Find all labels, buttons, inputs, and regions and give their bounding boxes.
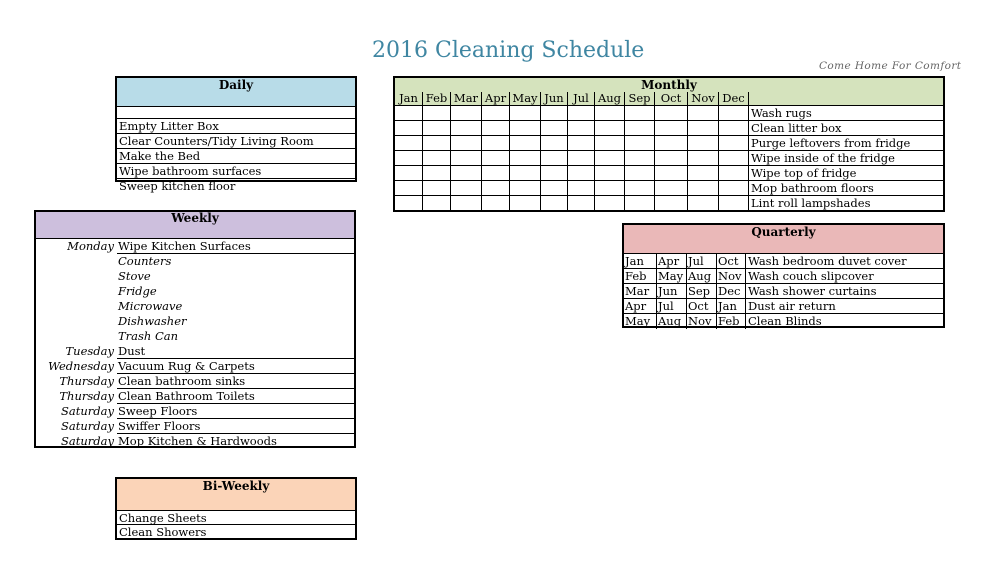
month-checkbox-cell[interactable] bbox=[423, 151, 450, 166]
weekly-row bbox=[36, 269, 354, 284]
quarterly-row bbox=[624, 254, 943, 269]
month-checkbox-cell[interactable] bbox=[655, 151, 687, 166]
weekly-day: Thursday bbox=[59, 374, 114, 388]
quarterly-month: Apr bbox=[657, 254, 687, 268]
month-checkbox-cell[interactable] bbox=[510, 106, 540, 121]
month-checkbox-cell[interactable] bbox=[595, 181, 624, 196]
month-checkbox-cell[interactable] bbox=[395, 196, 422, 211]
month-checkbox-cell[interactable] bbox=[655, 121, 687, 136]
month-column-apr bbox=[482, 92, 510, 211]
month-column-oct bbox=[655, 92, 688, 211]
month-header: Oct bbox=[655, 92, 687, 106]
month-checkbox-cell[interactable] bbox=[688, 151, 718, 166]
quarterly-month: Jan bbox=[717, 299, 746, 313]
month-checkbox-cell[interactable] bbox=[625, 181, 654, 196]
month-checkbox-cell[interactable] bbox=[482, 181, 509, 196]
month-header: May bbox=[510, 92, 540, 106]
month-checkbox-cell[interactable] bbox=[395, 121, 422, 136]
month-column-aug bbox=[595, 92, 625, 211]
brand-watermark: Come Home For Comfort bbox=[819, 60, 962, 72]
month-checkbox-cell[interactable] bbox=[451, 136, 481, 151]
biweekly-task: Clean Showers bbox=[119, 525, 207, 539]
monthly-heading: Monthly bbox=[395, 78, 943, 92]
month-checkbox-cell[interactable] bbox=[541, 181, 567, 196]
month-checkbox-cell[interactable] bbox=[688, 181, 718, 196]
month-checkbox-cell[interactable] bbox=[395, 181, 422, 196]
month-checkbox-cell[interactable] bbox=[719, 151, 748, 166]
month-checkbox-cell[interactable] bbox=[655, 106, 687, 121]
weekly-task: Dust bbox=[117, 344, 354, 359]
month-checkbox-cell[interactable] bbox=[655, 136, 687, 151]
daily-panel bbox=[115, 76, 357, 193]
quarterly-task: Dust air return bbox=[748, 299, 836, 313]
weekly-task: Trash Can bbox=[118, 329, 179, 343]
month-checkbox-cell[interactable] bbox=[625, 151, 654, 166]
daily-task: Make the Bed bbox=[117, 149, 355, 164]
weekly-row bbox=[36, 329, 354, 344]
weekly-task: Counters bbox=[118, 254, 172, 268]
quarterly-month: Jan bbox=[624, 254, 657, 268]
quarterly-task: Wash bedroom duvet cover bbox=[748, 254, 907, 268]
month-checkbox-cell[interactable] bbox=[568, 151, 594, 166]
daily-task: Clear Counters/Tidy Living Room bbox=[117, 134, 355, 149]
quarterly-month: Oct bbox=[687, 299, 717, 313]
month-header: Dec bbox=[719, 92, 748, 106]
month-checkbox-cell[interactable] bbox=[568, 181, 594, 196]
weekly-panel bbox=[34, 210, 356, 448]
month-checkbox-cell[interactable] bbox=[688, 166, 718, 181]
quarterly-month: Aug bbox=[687, 269, 717, 283]
quarterly-row bbox=[624, 314, 943, 329]
month-checkbox-cell[interactable] bbox=[510, 196, 540, 211]
quarterly-month: Nov bbox=[717, 269, 746, 283]
month-checkbox-cell[interactable] bbox=[482, 136, 509, 151]
quarterly-month: Feb bbox=[624, 269, 657, 283]
month-checkbox-cell[interactable] bbox=[568, 166, 594, 181]
month-checkbox-cell[interactable] bbox=[423, 166, 450, 181]
weekly-task: Microwave bbox=[118, 299, 183, 313]
weekly-day: Thursday bbox=[59, 389, 114, 403]
month-checkbox-cell[interactable] bbox=[451, 196, 481, 211]
weekly-row bbox=[36, 419, 354, 434]
weekly-row bbox=[36, 434, 354, 449]
weekly-day bbox=[36, 254, 117, 269]
monthly-task: Wipe inside of the fridge bbox=[749, 151, 943, 166]
month-checkbox-cell[interactable] bbox=[510, 166, 540, 181]
quarterly-month: Jun bbox=[657, 284, 687, 298]
weekly-task: Stove bbox=[118, 269, 151, 283]
month-checkbox-cell[interactable] bbox=[423, 106, 450, 121]
month-checkbox-cell[interactable] bbox=[510, 151, 540, 166]
month-header: Jun bbox=[541, 92, 567, 106]
weekly-row bbox=[36, 299, 354, 314]
month-checkbox-cell[interactable] bbox=[395, 166, 422, 181]
month-checkbox-cell[interactable] bbox=[423, 136, 450, 151]
quarterly-row bbox=[624, 269, 943, 284]
weekly-row bbox=[36, 344, 354, 359]
month-column-mar bbox=[451, 92, 482, 211]
month-checkbox-cell[interactable] bbox=[688, 136, 718, 151]
month-column-sep bbox=[625, 92, 655, 211]
month-header: Jul bbox=[568, 92, 594, 106]
month-checkbox-cell[interactable] bbox=[688, 196, 718, 211]
weekly-day bbox=[36, 314, 117, 329]
month-checkbox-cell[interactable] bbox=[395, 106, 422, 121]
month-checkbox-cell[interactable] bbox=[482, 196, 509, 211]
biweekly-heading: Bi-Weekly bbox=[117, 479, 355, 510]
month-checkbox-cell[interactable] bbox=[688, 106, 718, 121]
weekly-row bbox=[36, 284, 354, 299]
quarterly-month: Jul bbox=[687, 254, 717, 268]
month-checkbox-cell[interactable] bbox=[395, 136, 422, 151]
month-checkbox-cell[interactable] bbox=[451, 181, 481, 196]
monthly-task-header bbox=[749, 92, 943, 106]
weekly-row bbox=[36, 314, 354, 329]
quarterly-task: Wash shower curtains bbox=[748, 284, 877, 298]
weekly-task: Clean bathroom sinks bbox=[117, 374, 354, 389]
month-checkbox-cell[interactable] bbox=[625, 106, 654, 121]
month-checkbox-cell[interactable] bbox=[568, 196, 594, 211]
month-checkbox-cell[interactable] bbox=[451, 106, 481, 121]
month-column-nov bbox=[688, 92, 719, 211]
weekly-task: Swiffer Floors bbox=[117, 419, 354, 434]
month-checkbox-cell[interactable] bbox=[451, 166, 481, 181]
month-checkbox-cell[interactable] bbox=[655, 166, 687, 181]
weekly-day bbox=[36, 269, 117, 284]
month-checkbox-cell[interactable] bbox=[541, 151, 567, 166]
quarterly-month: Nov bbox=[687, 314, 717, 329]
quarterly-task: Wash couch slipcover bbox=[748, 269, 874, 283]
quarterly-month: May bbox=[657, 269, 687, 283]
weekly-task: Clean Bathroom Toilets bbox=[117, 389, 354, 404]
monthly-task: Clean litter box bbox=[749, 121, 943, 136]
quarterly-month: Mar bbox=[624, 284, 657, 298]
weekly-day bbox=[36, 329, 117, 344]
weekly-task-list bbox=[36, 239, 354, 449]
monthly-task-column bbox=[749, 92, 943, 211]
month-column-may bbox=[510, 92, 541, 211]
weekly-heading: Weekly bbox=[36, 212, 354, 239]
quarterly-task-list bbox=[624, 254, 943, 329]
weekly-task: Fridge bbox=[118, 284, 157, 298]
daily-heading: Daily bbox=[117, 78, 355, 107]
weekly-day bbox=[36, 284, 117, 299]
daily-task: Sweep kitchen floor bbox=[119, 179, 236, 193]
month-checkbox-cell[interactable] bbox=[719, 181, 748, 196]
daily-task: Wipe bathroom surfaces bbox=[117, 164, 355, 179]
month-checkbox-cell[interactable] bbox=[541, 106, 567, 121]
month-checkbox-cell[interactable] bbox=[655, 181, 687, 196]
month-header: Nov bbox=[688, 92, 718, 106]
page-title: 2016 Cleaning Schedule bbox=[372, 38, 645, 63]
biweekly-panel bbox=[115, 477, 357, 540]
month-checkbox-cell[interactable] bbox=[451, 151, 481, 166]
month-checkbox-cell[interactable] bbox=[719, 196, 748, 211]
month-checkbox-cell[interactable] bbox=[625, 136, 654, 151]
month-checkbox-cell[interactable] bbox=[482, 166, 509, 181]
month-checkbox-cell[interactable] bbox=[541, 136, 567, 151]
month-checkbox-cell[interactable] bbox=[482, 106, 509, 121]
month-checkbox-cell[interactable] bbox=[719, 136, 748, 151]
month-checkbox-cell[interactable] bbox=[719, 106, 748, 121]
quarterly-heading: Quarterly bbox=[624, 225, 943, 254]
month-checkbox-cell[interactable] bbox=[541, 166, 567, 181]
month-header: Jan bbox=[395, 92, 422, 106]
weekly-day: Wednesday bbox=[48, 359, 114, 373]
month-checkbox-cell[interactable] bbox=[568, 106, 594, 121]
month-checkbox-cell[interactable] bbox=[595, 121, 624, 136]
monthly-task: Mop bathroom floors bbox=[749, 181, 943, 196]
monthly-task: Wash rugs bbox=[749, 106, 943, 121]
quarterly-task: Clean Blinds bbox=[748, 314, 822, 328]
weekly-task: Mop Kitchen & Hardwoods bbox=[118, 434, 277, 448]
month-checkbox-cell[interactable] bbox=[625, 166, 654, 181]
quarterly-month: Sep bbox=[687, 284, 717, 298]
month-checkbox-cell[interactable] bbox=[541, 121, 567, 136]
quarterly-month: Dec bbox=[717, 284, 746, 298]
monthly-grid bbox=[395, 92, 943, 211]
quarterly-month: Apr bbox=[624, 299, 657, 313]
weekly-day: Saturday bbox=[61, 404, 114, 418]
month-checkbox-cell[interactable] bbox=[688, 121, 718, 136]
weekly-task: Wipe Kitchen Surfaces bbox=[117, 239, 354, 254]
weekly-row bbox=[36, 359, 354, 374]
quarterly-month: May bbox=[624, 314, 657, 329]
month-column-jan bbox=[395, 92, 423, 211]
quarterly-month: Oct bbox=[717, 254, 746, 268]
weekly-row bbox=[36, 374, 354, 389]
monthly-task: Purge leftovers from fridge bbox=[749, 136, 943, 151]
daily-task-list bbox=[117, 107, 355, 194]
monthly-task: Wipe top of fridge bbox=[749, 166, 943, 181]
quarterly-month: Jul bbox=[657, 299, 687, 313]
month-checkbox-cell[interactable] bbox=[423, 121, 450, 136]
biweekly-task: Change Sheets bbox=[117, 510, 355, 525]
month-header: Apr bbox=[482, 92, 509, 106]
monthly-panel bbox=[393, 76, 945, 212]
month-checkbox-cell[interactable] bbox=[482, 151, 509, 166]
weekly-row bbox=[36, 239, 354, 254]
month-column-jun bbox=[541, 92, 568, 211]
biweekly-task-list bbox=[117, 510, 355, 540]
month-checkbox-cell[interactable] bbox=[595, 136, 624, 151]
quarterly-month: Feb bbox=[717, 314, 746, 329]
weekly-row bbox=[36, 389, 354, 404]
month-header: Feb bbox=[423, 92, 450, 106]
quarterly-row bbox=[624, 299, 943, 314]
month-header: Mar bbox=[451, 92, 481, 106]
month-checkbox-cell[interactable] bbox=[719, 166, 748, 181]
quarterly-row bbox=[624, 284, 943, 299]
quarterly-month: Aug bbox=[657, 314, 687, 329]
weekly-row bbox=[36, 404, 354, 419]
month-checkbox-cell[interactable] bbox=[568, 121, 594, 136]
month-checkbox-cell[interactable] bbox=[510, 136, 540, 151]
daily-spacer bbox=[117, 107, 355, 119]
weekly-day: Saturday bbox=[61, 434, 114, 448]
month-header: Sep bbox=[625, 92, 654, 106]
monthly-task: Lint roll lampshades bbox=[751, 196, 871, 210]
month-column-jul bbox=[568, 92, 595, 211]
month-checkbox-cell[interactable] bbox=[595, 196, 624, 211]
weekly-day: Tuesday bbox=[65, 344, 114, 358]
daily-task: Empty Litter Box bbox=[117, 119, 355, 134]
month-checkbox-cell[interactable] bbox=[510, 121, 540, 136]
month-checkbox-cell[interactable] bbox=[395, 151, 422, 166]
weekly-day bbox=[36, 299, 117, 314]
month-checkbox-cell[interactable] bbox=[595, 106, 624, 121]
weekly-task: Dishwasher bbox=[118, 314, 187, 328]
month-column-feb bbox=[423, 92, 451, 211]
month-checkbox-cell[interactable] bbox=[568, 136, 594, 151]
month-checkbox-cell[interactable] bbox=[423, 196, 450, 211]
weekly-day: Saturday bbox=[61, 419, 114, 433]
weekly-day: Monday bbox=[67, 239, 114, 253]
weekly-task: Vacuum Rug & Carpets bbox=[117, 359, 354, 374]
month-checkbox-cell[interactable] bbox=[625, 196, 654, 211]
month-checkbox-cell[interactable] bbox=[595, 166, 624, 181]
month-checkbox-cell[interactable] bbox=[541, 196, 567, 211]
month-checkbox-cell[interactable] bbox=[510, 181, 540, 196]
month-checkbox-cell[interactable] bbox=[482, 121, 509, 136]
month-header: Aug bbox=[595, 92, 624, 106]
month-checkbox-cell[interactable] bbox=[423, 181, 450, 196]
month-checkbox-cell[interactable] bbox=[655, 196, 687, 211]
quarterly-panel bbox=[622, 223, 945, 328]
weekly-task: Sweep Floors bbox=[117, 404, 354, 419]
month-checkbox-cell[interactable] bbox=[719, 121, 748, 136]
month-checkbox-cell[interactable] bbox=[595, 151, 624, 166]
month-checkbox-cell[interactable] bbox=[451, 121, 481, 136]
month-checkbox-cell[interactable] bbox=[625, 121, 654, 136]
month-column-dec bbox=[719, 92, 749, 211]
weekly-row bbox=[36, 254, 354, 269]
